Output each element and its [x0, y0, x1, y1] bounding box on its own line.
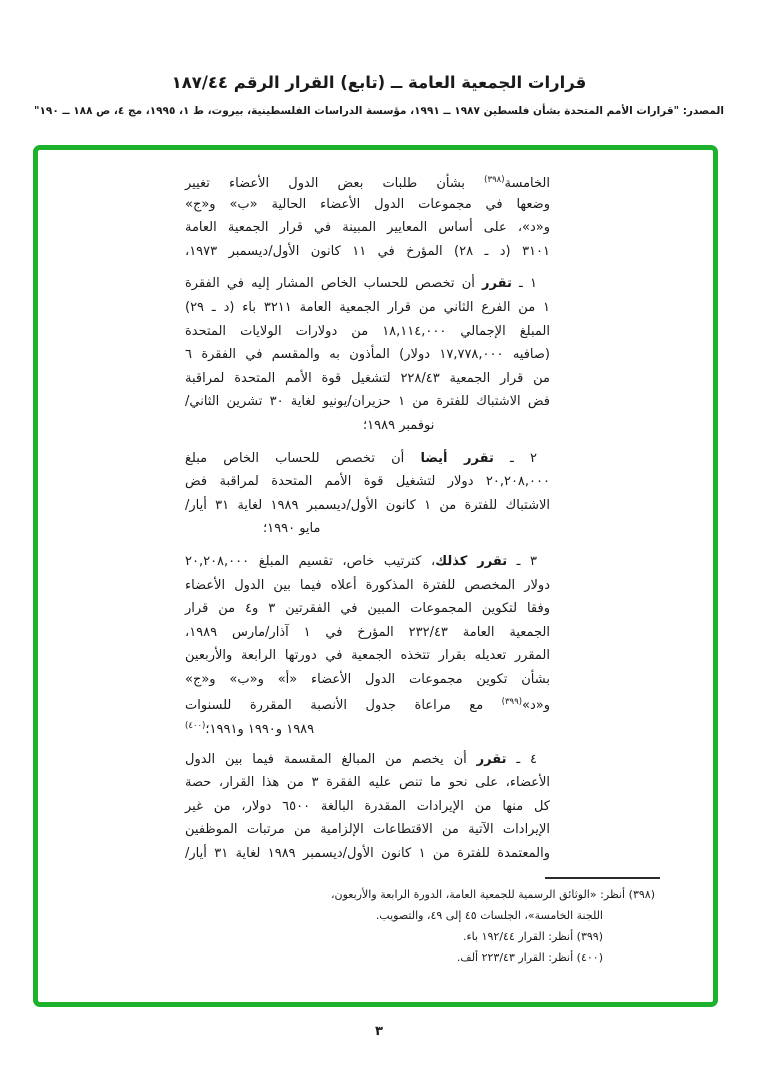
paragraph-2: [185, 447, 550, 541]
text-line: الاشتباك للفترة من ١ كانون الأول/ديسمبر ١٩٨٩ لغاية ٣١ أيار/: [185, 497, 551, 513]
text-line: [185, 447, 550, 471]
text-line: ١ من الفرع الثاني من قرار الجمعية العامة ٣٢١١ باء (د ـ ٢٩): [185, 299, 550, 315]
footnote-398-line1: (٣٩٨) أنظر: «الوثائق الرسمية للجمعية العامة، الدورة الرابعة والأربعون،: [331, 888, 655, 901]
text-segment: أن يخصم من المبالغ المقسمة فيما بين الدول: [185, 751, 477, 767]
bold-term: تقرر كذلك: [435, 553, 508, 569]
text-line: [185, 272, 550, 296]
footnote-ref-398: (٣٩٨): [484, 175, 505, 185]
text-line: مايو ١٩٩٠؛: [263, 521, 321, 537]
text-line: و«د»، على أساس المعايير المبينة في قرار الجمعية العامة: [185, 220, 550, 236]
text-line: الجمعية العامة ٢٣٢/٤٣ المؤرخ في ١ آذار/مارس ١٩٨٩،: [185, 624, 550, 640]
text-line: [185, 550, 550, 574]
text-line: ٢٠,٢٠٨,٠٠٠ دولار لتشغيل قوة الأمم المتحدة لمراقبة فض: [185, 474, 550, 490]
footnote-ref-399: (٣٩٩): [501, 697, 523, 708]
text-segment: و«د»: [522, 698, 550, 714]
text-line: دولار المخصص للفترة المذكورة أعلاه فيما بين الدول الأعضاء: [185, 577, 550, 593]
paragraph-number: ٢ ـ: [493, 450, 537, 466]
paragraph-number: ٣ ـ: [507, 553, 537, 569]
text-segment: أن تخصص للحساب الخاص مبلغ: [185, 450, 421, 466]
source-line: المصدر: "قرارات الأمم المتحدة بشأن فلسطين ١٩٨٧ ــ ١٩٩١، مؤسسة الدراسات الفلسطينية، بيروت، ط ١، ١٩٩٥، مج ٤، ص ١٨٨ ــ ١٩٠": [34, 105, 724, 117]
text-segment: ١٩٨٩ و١٩٩٠ و١٩٩١؛: [205, 722, 315, 738]
text-line: فض الاشتباك للفترة من ١ حزيران/يونيو لغاية ٣٠ تشرين الثاني/: [185, 394, 551, 410]
text-segment: أن تخصص للحساب الخاص المشار إليه في الفقرة: [185, 276, 483, 292]
text-line: وفقا لتكوين المجموعات المبين في الفقرتين ٣ و٤ من قرار: [185, 601, 551, 617]
text-line: المقرر تعديله بقرار تتخذه الجمعية في دورتها الرابعة والأربعين: [185, 648, 550, 664]
footnote-398-line2: اللجنة الخامسة»، الجلسات ٤٥ إلى ٤٩، والتصويب.: [375, 909, 603, 922]
paragraph-number: ٤ ـ: [506, 751, 537, 767]
footnote-separator: [545, 877, 660, 879]
footnote-ref-400: (٤٠٠): [185, 721, 206, 732]
text-line: المبلغ الإجمالي ١٨,١١٤,٠٠٠ من دولارات الولايات المتحدة: [185, 323, 550, 339]
text-line: الأعضاء، على نحو ما تنص عليه الفقرة ٣ من هذا القرار، حصة: [185, 775, 550, 791]
text-segment: ، كترتيب خاص، تقسيم المبلغ ٢٠,٢٠٨,٠٠٠: [185, 553, 436, 569]
text-line: [185, 748, 550, 772]
text-line: نوفمبر ١٩٨٩؛: [363, 417, 435, 433]
text-line: ٣١٠١ (د ـ ٢٨) المؤرخ في ١١ كانون الأول/ديسمبر ١٩٧٣،: [185, 243, 550, 259]
page-number: ٣: [375, 1024, 383, 1039]
footnotes: [331, 884, 655, 968]
paragraph-4: [185, 748, 550, 866]
text-line: (صافيه ١٧,٧٧٨,٠٠٠ دولار) المأذون به والمقسم في الفقرة ٦: [185, 347, 550, 363]
text-line: بشأن تكوين مجموعات الدول الأعضاء «أ» و«ب» و«ج»: [185, 671, 550, 687]
text-line: والمعتمدة للفترة من ١ كانون الأول/ديسمبر ١٩٨٩ لغاية ٣١ أيار/: [185, 846, 551, 862]
text-line: وضعها في مجموعات الدول الأعضاء الحالية «ب» و«ج»: [185, 196, 550, 212]
text-line: [185, 715, 550, 739]
paragraph-intro: [185, 169, 550, 263]
page-title: قرارات الجمعية العامة ــ (تابع) القرار الرقم ١٨٧/٤٤: [171, 73, 587, 92]
text-line: [185, 691, 550, 715]
text-line: الإيرادات الآتية من الاقتطاعات الإلزامية من مرتبات الموظفين: [185, 822, 550, 838]
bold-term: تقرر أيضا: [420, 450, 494, 466]
resolution-text: [185, 169, 550, 866]
paragraph-3: [185, 550, 550, 739]
bold-term: تقرر: [476, 751, 507, 767]
footnote-399: (٣٩٩) أنظر: القرار ١٩٢/٤٤ باء.: [463, 930, 603, 943]
paragraph-1: [185, 272, 550, 437]
bold-term: تقرر: [482, 276, 512, 292]
text-line: من قرار الجمعية ٢٢٨/٤٣ لتشغيل قوة الأمم المتحدة لمراقبة: [185, 370, 550, 386]
text-segment: الخامسة: [504, 176, 550, 191]
text-segment: بشأن طلبات بعض الدول الأعضاء تغيير: [185, 176, 485, 191]
paragraph-number: ١ ـ: [511, 276, 538, 292]
text-line: كل منها من الإيرادات المقدرة البالغة ٦٥٠٠ دولار، من غير: [185, 798, 550, 814]
text-segment: مع مراعاة جدول الأنصبة المقررة للسنوات: [185, 698, 502, 714]
text-line: [185, 169, 550, 193]
footnote-400: (٤٠٠) أنظر: القرار ٢٢٣/٤٣ ألف.: [456, 951, 603, 964]
